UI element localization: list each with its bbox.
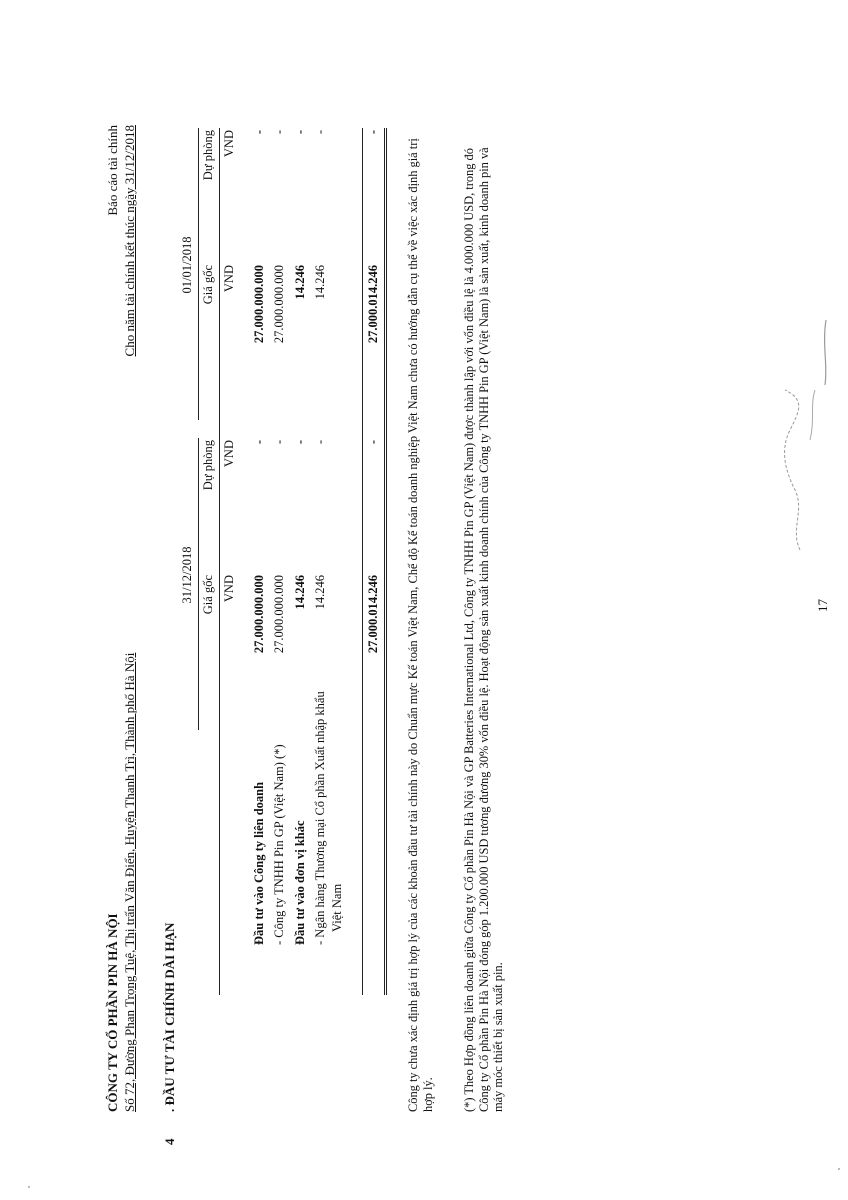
rule-period-current xyxy=(198,438,199,730)
total-cost-prior: 27.000.014.246 xyxy=(366,265,380,344)
scan-speck xyxy=(838,1168,840,1170)
cell-cost-prior: 27.000.000.000 xyxy=(252,265,266,344)
period-header-prior: 01/01/2018 xyxy=(180,236,194,294)
cell-cost-current: 14.246 xyxy=(313,575,327,610)
row-label-continuation: Việt Nam xyxy=(330,883,344,932)
rule-under-headers xyxy=(219,128,220,995)
handwritten-signature-mark xyxy=(760,380,830,560)
unit-provision-current: VND xyxy=(222,440,236,468)
period-header-current: 31/12/2018 xyxy=(180,546,194,604)
note-paragraph-1: Công ty chưa xác định giá trị hợp lý của các khoản đầu tư tài chính này do Chuẩn mực Kế toán Việt Nam, Chế độ Kế toán doanh nghiệp Việt Nam chưa có hướng dẫn cụ thể về việc xác định giá trị hợp lý. xyxy=(406,138,435,1112)
cell-cost-current: 14.246 xyxy=(293,575,307,610)
cell-provision-current: - xyxy=(252,440,266,445)
unit-cost-prior: VND xyxy=(222,265,236,293)
row-label: Đầu tư vào Công ty liên doanh xyxy=(252,781,266,945)
report-title: Báo cáo tài chính xyxy=(105,125,120,216)
total-provision-current: - xyxy=(366,440,380,445)
unit-cost-current: VND xyxy=(222,575,236,603)
company-address: Số 72, Đường Phan Trọng Tuệ, Thị trấn Văn Điển, Huyện Thanh Trì, Thành phố Hà Nội xyxy=(122,652,137,1112)
cell-cost-current: 27.000.000.000 xyxy=(252,575,266,654)
note-paragraph-2: (*) Theo Hợp đồng liên doanh giữa Công ty Cổ phần Pin Hà Nội và GP Batteries International Ltd, Công ty TNHH Pin GP (Việt Nam) được thành lập với vốn điều lệ là 4.000.000 USD, trong đó Công ty Cổ phần Pin Hà Nội đóng góp 1.200.000 USD tương đương 30% vốn điều lệ. Hoạt động sản xuất kinh doanh chính của Công ty TNHH Pin GP (Việt Nam) là sản xuất, kinh doanh pin và máy móc thiết bị sản xuất pin. xyxy=(462,147,505,1112)
cell-provision-prior: - xyxy=(313,130,327,135)
page-number: 17 xyxy=(815,599,830,612)
cell-provision-prior: - xyxy=(272,130,286,135)
col-header-cost-prior: Giá gốc xyxy=(201,265,215,305)
total-provision-prior: - xyxy=(366,130,380,135)
row-label: - Công ty TNHH Pin GP (Việt Nam) (*) xyxy=(272,744,286,945)
scan-speck xyxy=(28,1186,30,1188)
cell-provision-prior: - xyxy=(252,130,266,135)
cell-cost-prior: 14.246 xyxy=(313,265,327,300)
total-cost-current: 27.000.014.246 xyxy=(366,575,380,654)
rule-above-total xyxy=(362,128,363,995)
cell-provision-current: - xyxy=(293,440,307,445)
scan-mark xyxy=(800,310,840,390)
unit-provision-prior: VND xyxy=(222,130,236,158)
cell-cost-current: 27.000.000.000 xyxy=(272,575,286,654)
company-name: CÔNG TY CỔ PHẦN PIN HÀ NỘI xyxy=(105,913,120,1112)
col-header-cost-current: Giá gốc xyxy=(201,575,215,615)
double-rule-total xyxy=(384,128,387,995)
row-label: - Ngân hàng Thương mại Cổ phần Xuất nhập khẩu xyxy=(313,691,327,945)
section-number: 4 xyxy=(162,1138,177,1145)
rule-period-prior xyxy=(198,128,199,420)
section-title: . ĐẦU TƯ TÀI CHÍNH DÀI HẠN xyxy=(162,922,177,1112)
cell-provision-current: - xyxy=(272,440,286,445)
col-header-provision-current: Dự phòng xyxy=(201,440,215,491)
report-period: Cho năm tài chính kết thúc ngày 31/12/2018 xyxy=(122,125,137,357)
cell-provision-current: - xyxy=(313,440,327,445)
cell-provision-prior: - xyxy=(293,130,307,135)
cell-cost-prior: 14.246 xyxy=(293,265,307,300)
cell-cost-prior: 27.000.000.000 xyxy=(272,265,286,344)
col-header-provision-prior: Dự phòng xyxy=(201,130,215,181)
row-label: Đầu tư vào đơn vị khác xyxy=(293,820,307,945)
